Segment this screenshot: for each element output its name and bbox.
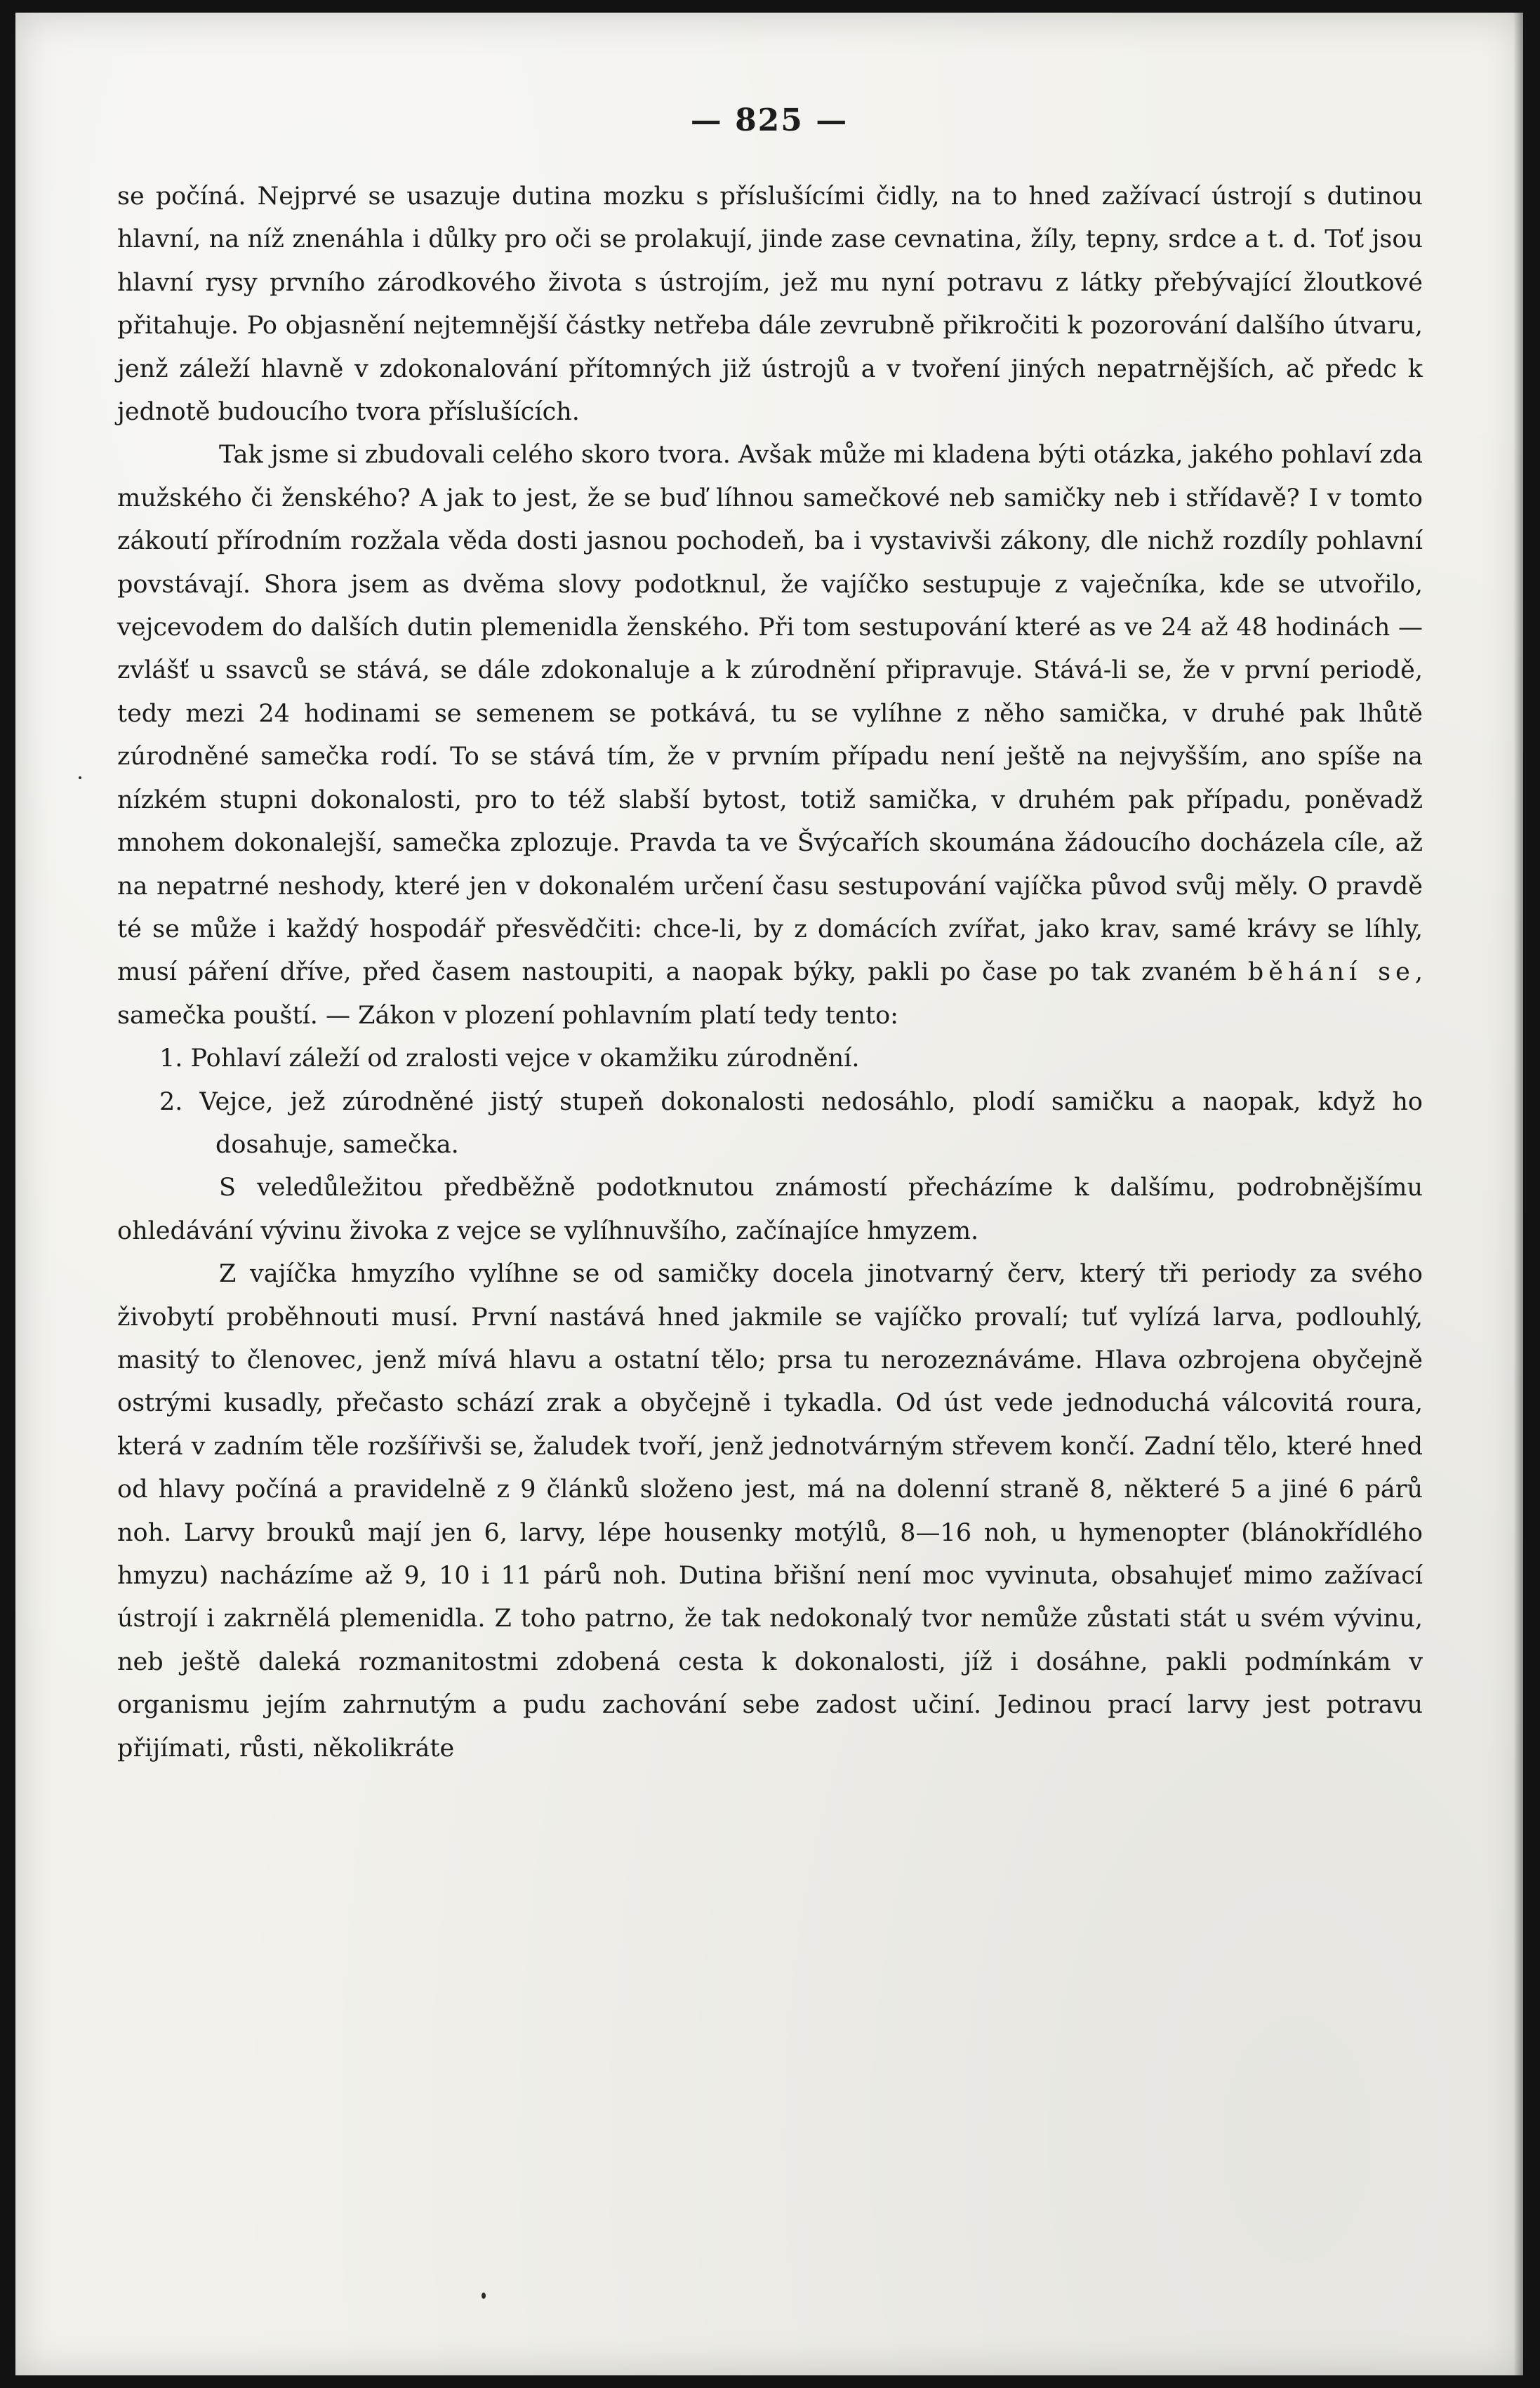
law-list-item-1: 1. Pohlaví záleží od zralosti vejce v okamžiku zúrodnění. (159, 1044, 860, 1073)
ink-speck (79, 776, 81, 779)
paragraph-2-spaced-term: běhání se (1247, 958, 1415, 987)
ink-speck (482, 2293, 486, 2299)
paragraph-4: Z vajíčka hmyzího vylíhne se od samičky docela jinotvarný červ, který tři periody za svého živobytí proběhnouti musí. První nastává hned jakmile se vajíčko provalí; tuť vylízá larva, podlouhlý, masitý to členovec, jenž mívá hlavu a ostatní tělo; prsa tu nerozeznáváme. Hlava ozbrojena obyčejně ostrými kusadly, přečasto schází zrak a obyčejně i tykadla. Od úst vede jednoduchá válcovitá roura, která v zadním těle rozšířivši se, žaludek tvoří, jenž jednotvárným střevem končí. Zadní tělo, které hned od hlavy počíná a pravidelně z 9 článků složeno jest, má na dolenní straně 8, některé 5 a jiné 6 párů noh. Larvy brouků mají jen 6, larvy, lépe housenky motýlů, 8—16 noh, u hymenopter (blánokřídlého hmyzu) nacházíme až 9, 10 i 11 párů noh. Dutina břišní není moc vyvinuta, obsahujeť mimo zažívací ústrojí i zakrnělá plemenidla. Z toho patrno, že tak nedokonalý tvor nemůže zůstati stát u svém vývinu, neb ještě daleká rozmanitostmi zdobená cesta k dokonalosti, jíž i dosáhne, pakli podmínkám v organismu jejím zahrnutým a pudu zachování sebe zadost učiní. Jedinou prací larvy jest potravu přijímati, růsti, několikráte (117, 1260, 1423, 1763)
page-edge-shadow (1513, 13, 1523, 2375)
body-text (117, 175, 1423, 1770)
book-page (15, 13, 1523, 2375)
paragraph-3: S veledůležitou předběžně podotknutou známostí přecházíme k dalšímu, podrobnějšímu ohledávání vývinu živoka z vejce se vylíhnuvšího, začínajíce hmyzem. (117, 1174, 1423, 1245)
paragraph-2-text-b: , samečka pouští. — Zákon v plození pohlavním platí tedy tento: (117, 958, 1423, 1030)
law-list-item-2: 2. Vejce, jež zúrodněné jistý stupeň dokonalosti nedosáhlo, plodí samičku a naopak, když ho dosahuje, samečka. (159, 1087, 1423, 1159)
page-number: — 825 — (690, 102, 849, 138)
paragraph-2-text-a: Tak jsme si zbudovali celého skoro tvora. Avšak může mi kladena býti otázka, jakého pohlaví zda mužského či ženského? A jak to jest, že se buď líhnou samečkové neb samičky neb i střídavě? I v tomto zákoutí přírodním rozžala věda dosti jasnou pochodeň, ba i vystavivši zákony, dle nichž rozdíly pohlavní povstávají. Shora jsem as dvěma slovy podotknul, že vajíčko sestupuje z vaječníka, kde se utvořilo, vejcevodem do dalších dutin plemenidla ženského. Při tom sestupování které as ve 24 až 48 hodinách — zvlášť u ssavců se stává, se dále zdokonaluje a k zúrodnění připravuje. Stává-li se, že v první periodě, tedy mezi 24 hodinami se semenem se potkává, tu se vylíhne z něho samička, v druhé pak lhůtě zúrodněné samečka rodí. To se stává tím, že v prvním případu není ještě na nejvyšším, ano spíše na nízkém stupni dokonalosti, pro to též slabší bytost, totiž samička, v druhém pak případu, poněvadž mnohem dokonalejší, samečka zplozuje. Pravda ta ve Švýcařích skoumána žádoucího docházela cíle, až na nepatrné neshody, které jen v dokonalém určení času sestupování vajíčka původ svůj měly. O pravdě té se může i každý hospodář přesvědčiti: chce-li, by z domácích zvířat, jako krav, samé krávy se líhly, musí páření dříve, před časem nastoupiti, a naopak býky, pakli po čase po tak zvaném (117, 441, 1423, 987)
paragraph-1: se počíná. Nejprvé se usazuje dutina mozku s příslušícími čidly, na to hned zažívací ústrojí s dutinou hlavní, na níž znenáhla i důlky pro oči se prolakují, jinde zase cevnatina, žíly, tepny, srdce a t. d. Toť jsou hlavní rysy prvního zárodkového života s ústrojím, jež mu nyní potravu z látky přebývající žloutkové přitahuje. Po objasnění nejtemnější částky netřeba dále zevrubně přikročiti k pozorování dalšího útvaru, jenž záleží hlavně v zdokonalování přítomných již ústrojů a v tvoření jiných nepatrnějších, ač předc k jednotě budoucího tvora příslušících. (117, 183, 1423, 427)
paragraph-2 (117, 434, 1423, 1037)
